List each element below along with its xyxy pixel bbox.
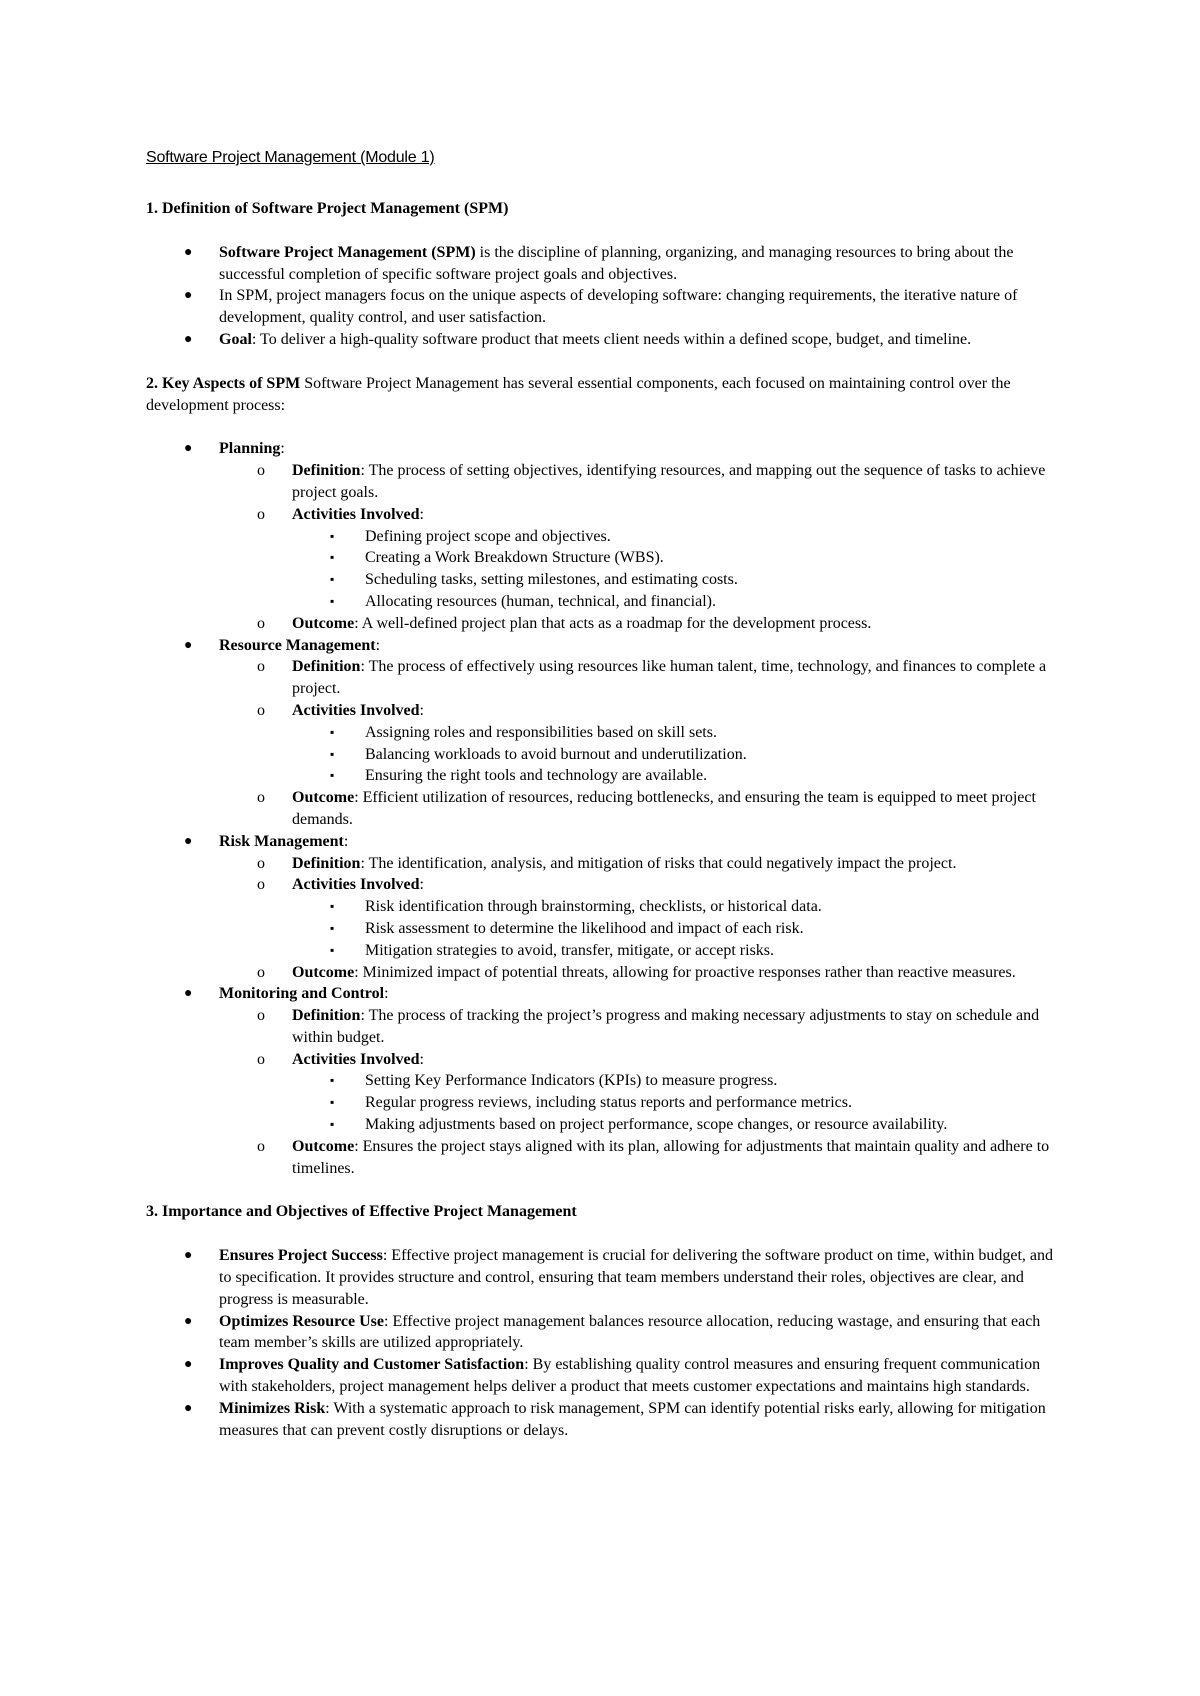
activity-text: Setting Key Performance Indicators (KPIs) to measure progress.: [365, 1072, 778, 1090]
document-title: Software Project Management (Module 1): [146, 149, 435, 166]
square-bullet-icon: ▪: [330, 572, 335, 587]
colon: :: [419, 701, 424, 719]
outcome-item: [219, 613, 1064, 635]
outcome-item: [219, 1136, 1064, 1180]
colon: :: [343, 832, 349, 850]
definition-label: Definition: [292, 462, 361, 480]
item-title: Planning: [219, 440, 281, 458]
section-2-intro-text: Software Project Management has several essential components, each focused on maintaining control over the development process:: [146, 374, 1011, 414]
description: : To deliver a high-quality software product that meets client needs within a defined scope, budget, and timeline.: [251, 330, 972, 348]
list-item: [146, 1354, 1064, 1398]
outcome-text: : A well-defined project plan that acts as a roadmap for the development process.: [354, 614, 872, 632]
bullet-icon: ●: [184, 288, 193, 304]
activity: [292, 940, 1064, 962]
activities-label: Activities Involved: [292, 876, 420, 894]
definition-item: [219, 1005, 1064, 1049]
bullet-icon: ●: [184, 986, 193, 1002]
definition-label: Definition: [292, 658, 361, 676]
outcome-item: [219, 962, 1064, 984]
square-bullet-icon: ▪: [330, 768, 335, 783]
definition-item: [219, 853, 1064, 875]
section-2-heading: 2. Key Aspects of SPM: [146, 374, 301, 392]
definition-text: : The identification, analysis, and mitigation of risks that could negatively impact the project.: [360, 854, 957, 872]
square-bullet-icon: ▪: [330, 920, 335, 935]
activities-item: [219, 1049, 1064, 1136]
circle-bullet-icon: o: [257, 1137, 265, 1155]
colon: :: [375, 636, 381, 654]
definition-label: Definition: [292, 854, 361, 872]
bullet-icon: ●: [184, 244, 193, 260]
activity: [292, 918, 1064, 940]
list-item-resource-management: [146, 635, 1064, 831]
list-item: [146, 329, 1064, 351]
description: : By establishing quality control measures and ensuring frequent communication with stakeholders, project management helps deliver a product that meets customer expectations and maintains high standards.: [219, 1356, 1041, 1396]
activity: [292, 765, 1064, 787]
activity-text: Mitigation strategies to avoid, transfer, mitigate, or accept risks.: [365, 941, 775, 959]
term: Minimizes Risk: [219, 1399, 326, 1417]
definition-item: [219, 656, 1064, 700]
activities-item: [219, 504, 1064, 613]
description: In SPM, project managers focus on the unique aspects of developing software: changing requirements, the iterative nature of development, quality control, and user satisfaction.: [219, 287, 1018, 327]
square-bullet-icon: ▪: [330, 899, 335, 914]
activity: [292, 526, 1064, 548]
activities-label: Activities Involved: [292, 701, 420, 719]
bullet-icon: ●: [184, 637, 193, 653]
bullet-icon: ●: [184, 331, 193, 347]
activity: [292, 1092, 1064, 1114]
circle-bullet-icon: o: [257, 701, 265, 719]
term: Ensures Project Success: [219, 1247, 383, 1265]
section-3-heading: 3. Importance and Objectives of Effective Project Management: [146, 1203, 577, 1221]
definition-item: [219, 460, 1064, 504]
outcome-label: Outcome: [292, 789, 355, 807]
activity-text: Balancing workloads to avoid burnout and underutilization.: [365, 745, 747, 763]
outcome-label: Outcome: [292, 614, 355, 632]
outcome-text: : Ensures the project stays aligned with its plan, allowing for adjustments that maintain quality and adhere to timelines.: [292, 1137, 1050, 1177]
activity-text: Assigning roles and responsibilities based on skill sets.: [365, 723, 717, 741]
circle-bullet-icon: o: [257, 1050, 265, 1068]
term: Software Project Management (SPM): [219, 243, 476, 261]
definition-text: : The process of tracking the project’s progress and making necessary adjustments to stay on schedule and within budget.: [292, 1007, 1040, 1046]
square-bullet-icon: ▪: [330, 1117, 335, 1132]
item-title: Risk Management: [219, 832, 344, 850]
outcome-label: Outcome: [292, 963, 355, 981]
colon: :: [419, 505, 424, 523]
description: : Effective project management balances resource allocation, reducing wastage, and ensuring that each team member’s skills are utilized appropriately.: [219, 1312, 1041, 1352]
square-bullet-icon: ▪: [330, 724, 335, 739]
list-item: [146, 1245, 1064, 1310]
circle-bullet-icon: o: [257, 462, 265, 480]
list-item-risk-management: [146, 831, 1064, 984]
circle-bullet-icon: o: [257, 505, 265, 523]
list-item: [146, 242, 1064, 286]
description: : With a systematic approach to risk management, SPM can identify potential risks early, allowing for mitigation measures that can prevent costly disruptions or delays.: [219, 1399, 1046, 1439]
activity-text: Defining project scope and objectives.: [365, 527, 611, 545]
activity: [292, 722, 1064, 744]
bullet-icon: ●: [184, 833, 193, 849]
activity: [292, 569, 1064, 591]
list-item: [146, 1311, 1064, 1355]
item-title: Resource Management: [219, 636, 376, 654]
square-bullet-icon: ▪: [330, 528, 335, 543]
activity: [292, 744, 1064, 766]
activities-label: Activities Involved: [292, 1050, 420, 1068]
colon: :: [419, 1050, 424, 1068]
bullet-icon: ●: [184, 1313, 193, 1329]
outcome-label: Outcome: [292, 1137, 355, 1155]
square-bullet-icon: ▪: [330, 1095, 335, 1110]
activity: [292, 1070, 1064, 1092]
list-item-planning: [146, 438, 1064, 634]
activity: [292, 896, 1064, 918]
colon: :: [419, 876, 424, 894]
activity-text: Allocating resources (human, technical, and financial).: [365, 592, 716, 610]
activities-item: [219, 700, 1064, 787]
definition-text: : The process of effectively using resources like human talent, time, technology, and finances to complete a project.: [292, 658, 1047, 698]
activity-text: Scheduling tasks, setting milestones, and estimating costs.: [365, 571, 738, 589]
activity-text: Making adjustments based on project performance, scope changes, or resource availability.: [365, 1116, 948, 1134]
colon: :: [280, 440, 285, 458]
term: Goal: [219, 330, 252, 348]
colon: :: [384, 985, 389, 1003]
circle-bullet-icon: o: [257, 658, 265, 676]
activities-label: Activities Involved: [292, 505, 420, 523]
bullet-icon: ●: [184, 1357, 193, 1373]
list-item: [146, 1398, 1064, 1442]
outcome-text: : Efficient utilization of resources, reducing bottlenecks, and ensuring the team is equipped to meet project demands.: [292, 789, 1036, 828]
bullet-icon: ●: [184, 441, 193, 457]
outcome-text: : Minimized impact of potential threats, allowing for proactive responses rather than reactive measures.: [354, 963, 1016, 981]
activities-item: [219, 874, 1064, 961]
activity: [292, 591, 1064, 613]
list-item: [146, 285, 1064, 329]
section-3-list: [146, 1245, 1064, 1441]
square-bullet-icon: ▪: [330, 550, 335, 565]
activity-text: Risk assessment to determine the likelihood and impact of each risk.: [365, 919, 804, 937]
activity-text: Regular progress reviews, including status reports and performance metrics.: [365, 1094, 852, 1112]
section-1-list: [146, 242, 1064, 351]
circle-bullet-icon: o: [257, 614, 265, 632]
section-2-list: [146, 438, 1064, 1179]
circle-bullet-icon: o: [257, 963, 265, 981]
definition-label: Definition: [292, 1007, 361, 1025]
square-bullet-icon: ▪: [330, 1073, 335, 1088]
outcome-item: [219, 787, 1064, 831]
description: : Effective project management is crucial for delivering the software product on time, within budget, and to specification. It provides structure and control, ensuring that team members understand their roles, objectives are clear, and progress is measurable.: [219, 1247, 1053, 1308]
item-title: Monitoring and Control: [219, 985, 385, 1003]
activity: [292, 547, 1064, 569]
description: is the discipline of planning, organizing, and managing resources to bring about the successful completion of specific software project goals and objectives.: [219, 243, 1014, 283]
term: Improves Quality and Customer Satisfaction: [219, 1356, 525, 1374]
square-bullet-icon: ▪: [330, 746, 335, 761]
square-bullet-icon: ▪: [330, 942, 335, 957]
circle-bullet-icon: o: [257, 1007, 265, 1025]
term: Optimizes Resource Use: [219, 1312, 384, 1330]
circle-bullet-icon: o: [257, 876, 265, 894]
activity-text: Creating a Work Breakdown Structure (WBS).: [365, 549, 664, 567]
circle-bullet-icon: o: [257, 854, 265, 872]
bullet-icon: ●: [184, 1248, 193, 1264]
document-body: [146, 198, 1064, 1441]
list-item-monitoring-and-control: [146, 983, 1064, 1179]
activity-text: Risk identification through brainstorming, checklists, or historical data.: [365, 898, 822, 916]
activity: [292, 1114, 1064, 1136]
square-bullet-icon: ▪: [330, 593, 335, 608]
bullet-icon: ●: [184, 1400, 193, 1416]
section-2-intro: [146, 373, 1064, 417]
activity-text: Ensuring the right tools and technology are available.: [365, 767, 708, 785]
definition-text: : The process of setting objectives, identifying resources, and mapping out the sequence of tasks to achieve project goals.: [292, 462, 1046, 501]
section-1-heading: 1. Definition of Software Project Management (SPM): [146, 200, 509, 217]
circle-bullet-icon: o: [257, 789, 265, 807]
